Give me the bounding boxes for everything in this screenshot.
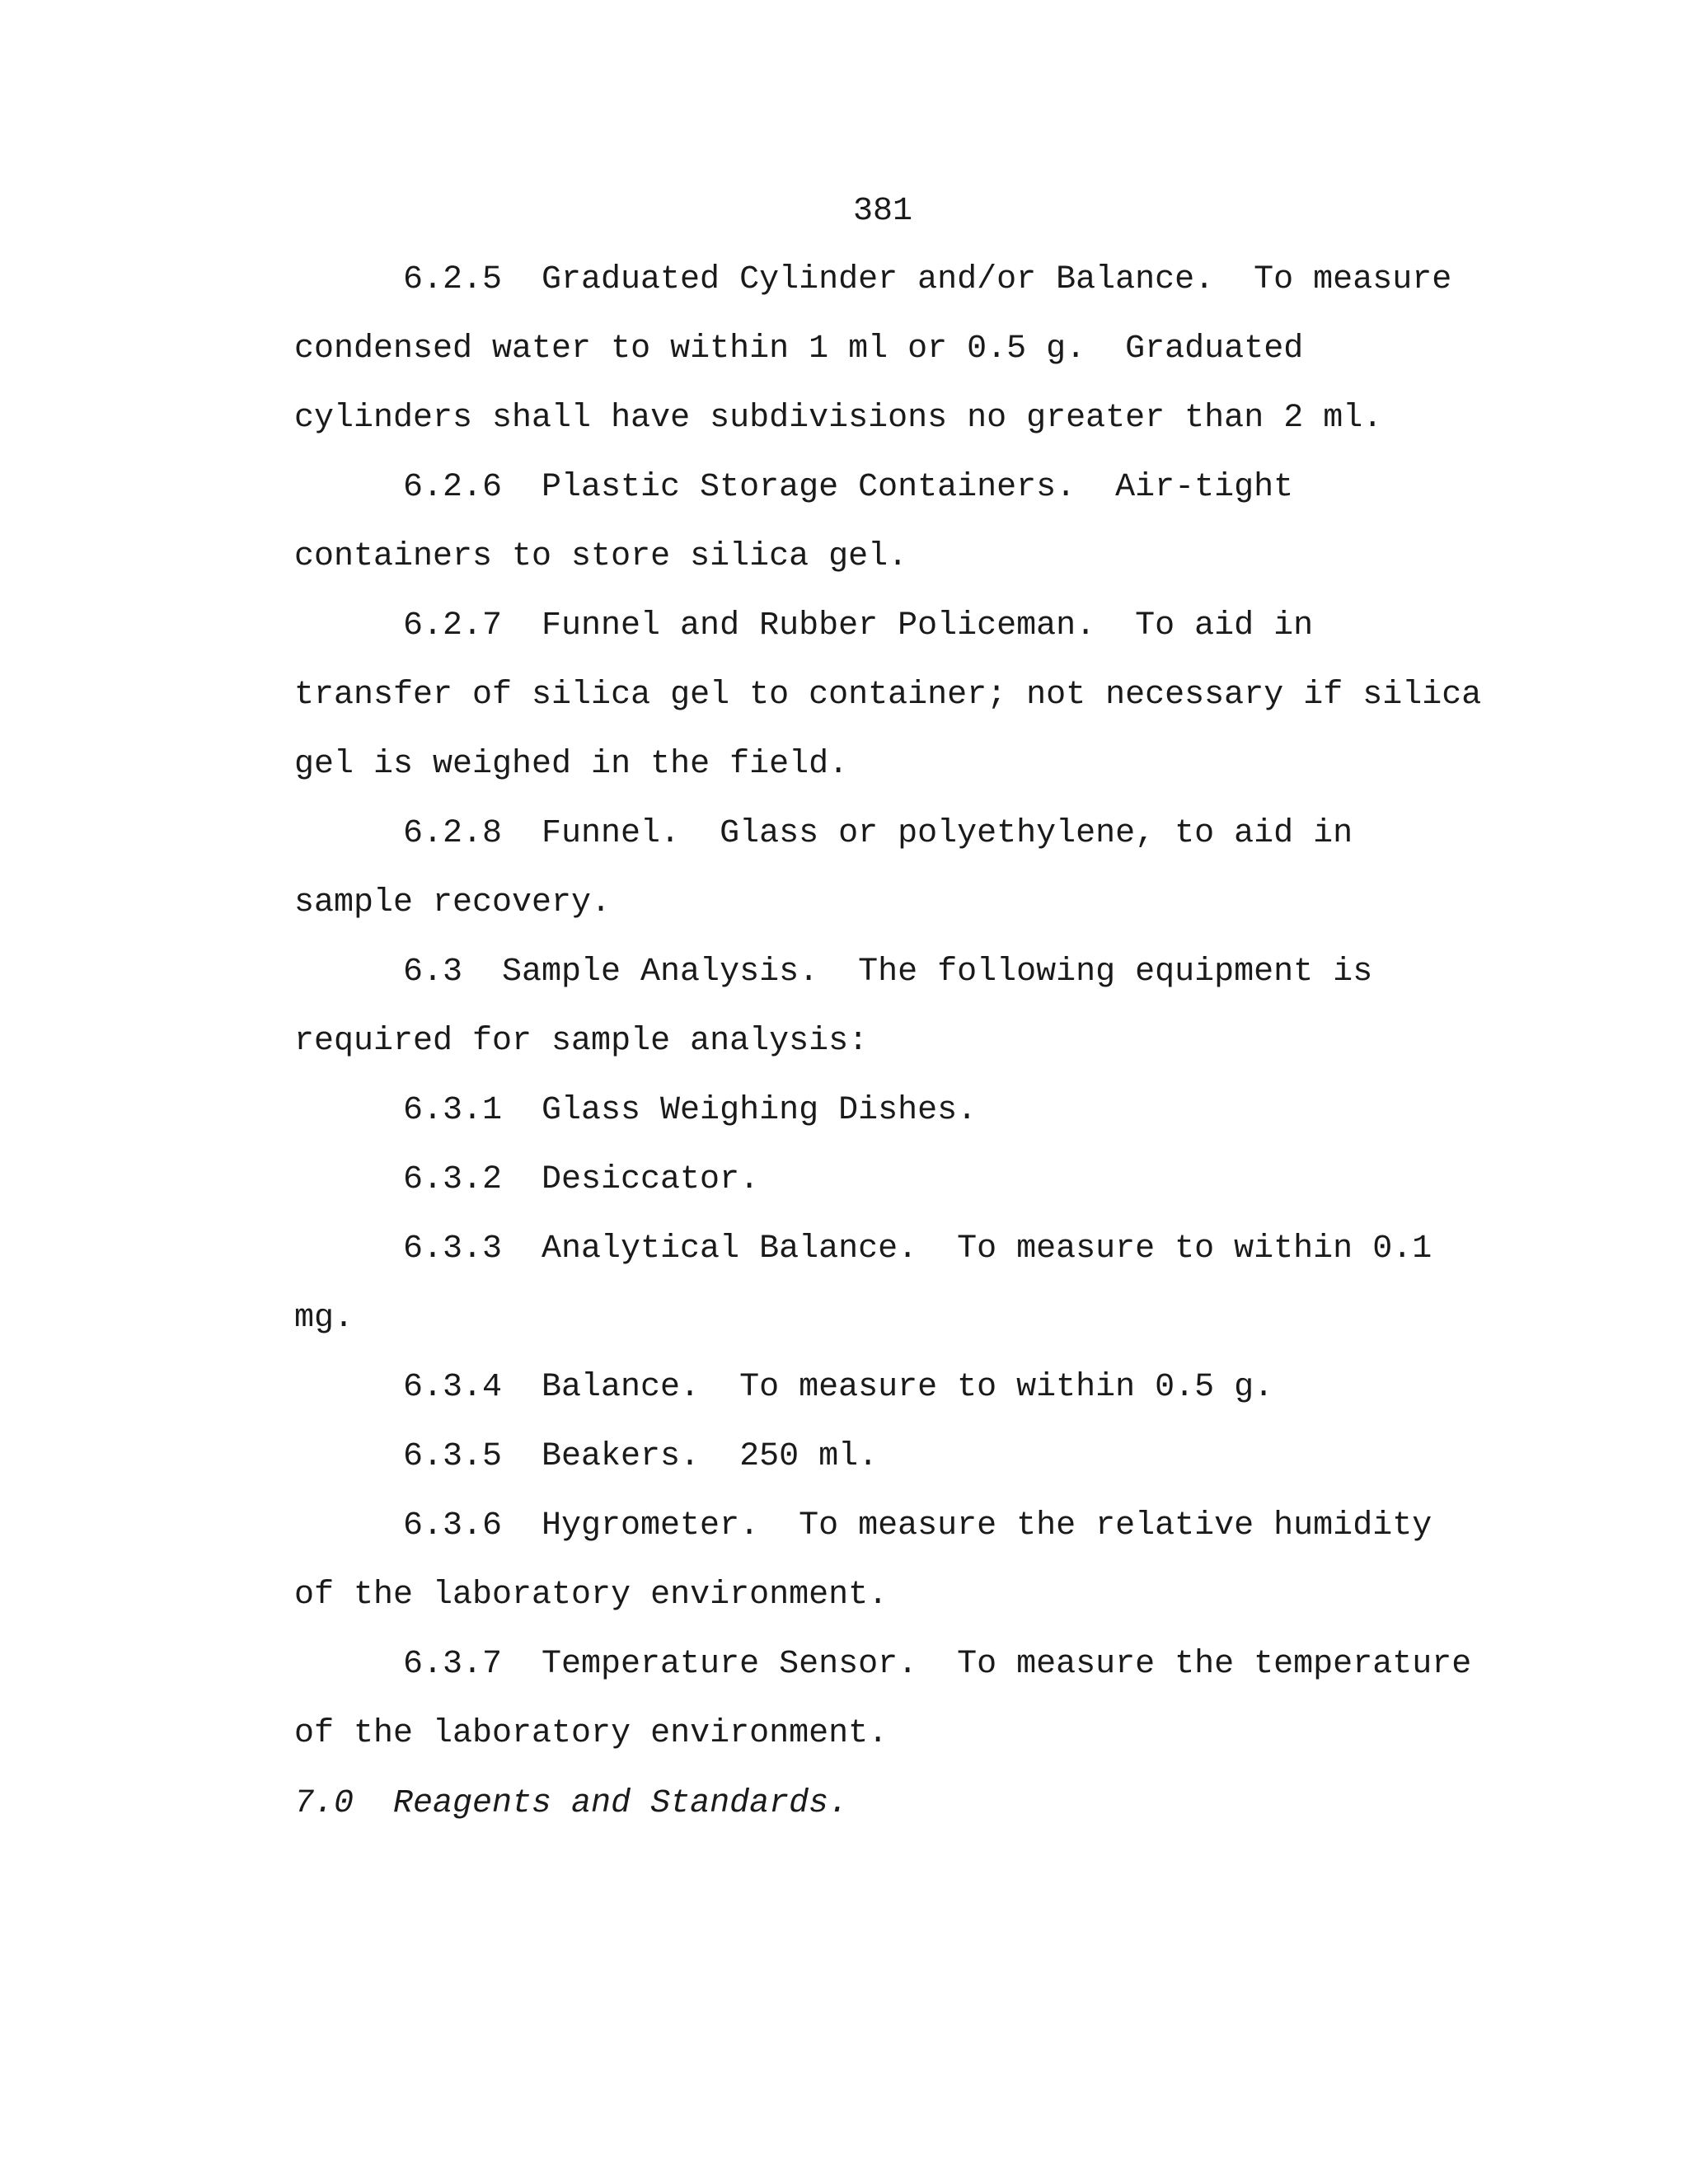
para-6-2-8-line-2: sample recovery. bbox=[294, 884, 612, 921]
para-6-2-7-line-2: transfer of silica gel to container; not necessary if silica bbox=[294, 677, 1482, 714]
para-6-2-6-line-2: containers to store silica gel. bbox=[294, 538, 908, 575]
para-6-3-3-line-1: 6.3.3 Analytical Balance. To measure to within 0.1 bbox=[403, 1230, 1432, 1268]
para-6-3-6-line-1: 6.3.6 Hygrometer. To measure the relative humidity bbox=[403, 1507, 1432, 1544]
para-6-3-6-line-2: of the laboratory environment. bbox=[294, 1577, 889, 1614]
para-6-3-4: 6.3.4 Balance. To measure to within 0.5 g. bbox=[403, 1369, 1274, 1406]
para-6-3-line-2: required for sample analysis: bbox=[294, 1023, 869, 1060]
para-6-3-7-line-1: 6.3.7 Temperature Sensor. To measure the temperature bbox=[403, 1646, 1472, 1683]
para-6-2-8-line-1: 6.2.8 Funnel. Glass or polyethylene, to aid in bbox=[403, 815, 1353, 852]
para-6-2-7-line-3: gel is weighed in the field. bbox=[294, 746, 849, 783]
para-6-2-6-line-1: 6.2.6 Plastic Storage Containers. Air-tight bbox=[403, 469, 1294, 506]
section-heading: 7.0 Reagents and Standards. bbox=[294, 1785, 849, 1822]
para-6-2-5-line-3: cylinders shall have subdivisions no greater than 2 ml. bbox=[294, 400, 1383, 437]
para-6-3-5: 6.3.5 Beakers. 250 ml. bbox=[403, 1438, 879, 1475]
para-6-3-3-line-2: mg. bbox=[294, 1300, 354, 1337]
para-6-3-1: 6.3.1 Glass Weighing Dishes. bbox=[403, 1092, 978, 1129]
para-6-3-7-line-2: of the laboratory environment. bbox=[294, 1715, 889, 1752]
page-number: 381 bbox=[853, 193, 913, 230]
para-6-2-7-line-1: 6.2.7 Funnel and Rubber Policeman. To aid in bbox=[403, 607, 1314, 644]
para-6-3-2: 6.3.2 Desiccator. bbox=[403, 1161, 760, 1198]
para-6-2-5-line-1: 6.2.5 Graduated Cylinder and/or Balance. To measure bbox=[403, 261, 1452, 298]
para-6-3-line-1: 6.3 Sample Analysis. The following equipment is bbox=[403, 954, 1373, 991]
para-6-2-5-line-2: condensed water to within 1 ml or 0.5 g. Graduated bbox=[294, 330, 1304, 368]
